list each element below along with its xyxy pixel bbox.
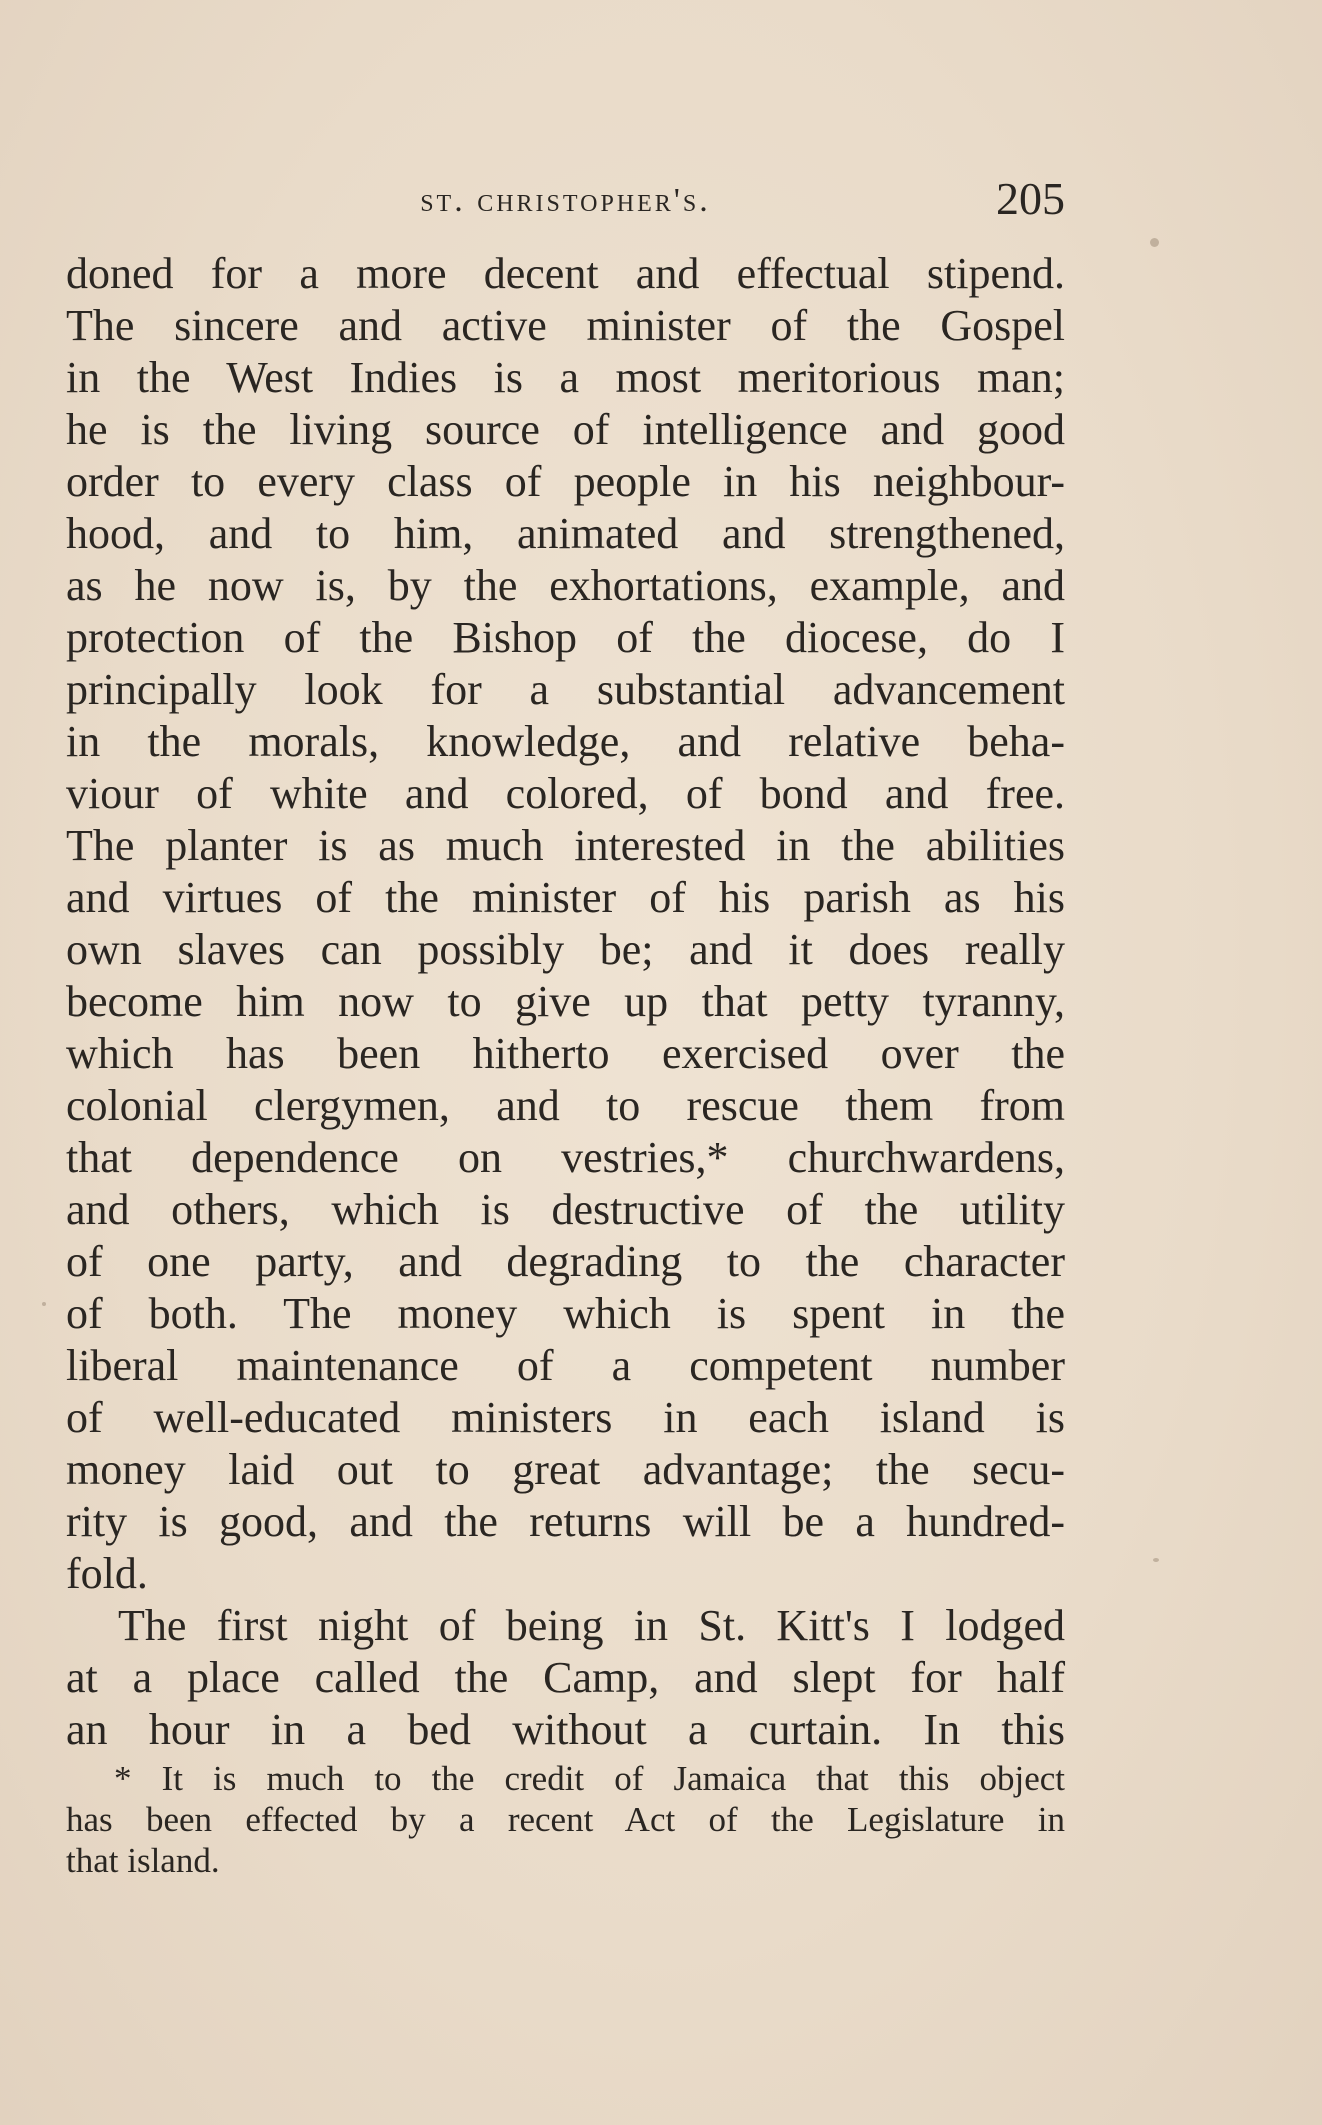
text-line: of both. The money which is spent in the [66,1289,1065,1338]
text-line: hood, and to him, animated and strengthened, [66,509,1065,558]
text-line: in the West Indies is a most meritorious man; [66,353,1065,402]
text-line: as he now is, by the exhortations, example, and [66,561,1065,610]
text-line: fold. [66,1549,148,1598]
text-line: an hour in a bed without a curtain. In this [66,1705,1065,1754]
body-text [66,248,1065,1756]
text-line: rity is good, and the returns will be a hundred- [66,1497,1065,1546]
text-line: protection of the Bishop of the diocese, do I [66,613,1065,662]
text-line: money laid out to great advantage; the secu- [66,1445,1065,1494]
text-line: of one party, and degrading to the character [66,1237,1065,1286]
text-line: own slaves can possibly be; and it does really [66,925,1065,974]
footnote-line: has been effected by a recent Act of the Legislature in [66,1800,1065,1839]
text-line: and others, which is destructive of the utility [66,1185,1065,1234]
text-line: The sincere and active minister of the Gospel [66,301,1065,350]
text-line: viour of white and colored, of bond and free. [66,769,1065,818]
paper-spot [42,1302,46,1306]
text-line: he is the living source of intelligence and good [66,405,1065,454]
running-title: st. christopher's. [420,182,711,219]
text-line: and virtues of the minister of his parish as his [66,873,1065,922]
footnote [66,1758,1065,1881]
paper-spot [1153,1558,1159,1562]
text-line: at a place called the Camp, and slept for half [66,1653,1065,1702]
page-number: 205 [996,173,1065,224]
text-line: of well-educated ministers in each island is [66,1393,1065,1442]
text-line: become him now to give up that petty tyranny, [66,977,1065,1026]
text-line: liberal maintenance of a competent number [66,1341,1065,1390]
text-line: colonial clergymen, and to rescue them from [66,1081,1065,1130]
text-line: order to every class of people in his neighbour- [66,457,1065,506]
text-line: The first night of being in St. Kitt's I lodged [118,1601,1065,1650]
text-line: that dependence on vestries,* churchwardens, [66,1133,1065,1182]
text-line: The planter is as much interested in the abilities [66,821,1065,870]
footnote-line: that island. [66,1841,220,1880]
text-line: principally look for a substantial advancement [66,665,1065,714]
text-line: in the morals, knowledge, and relative beha- [66,717,1065,766]
paper-spot [1150,238,1159,247]
footnote-line: * It is much to the credit of Jamaica that this object [114,1759,1065,1798]
text-line: doned for a more decent and effectual stipend. [66,249,1065,298]
text-line: which has been hitherto exercised over the [66,1029,1065,1078]
page-header [66,172,1065,232]
